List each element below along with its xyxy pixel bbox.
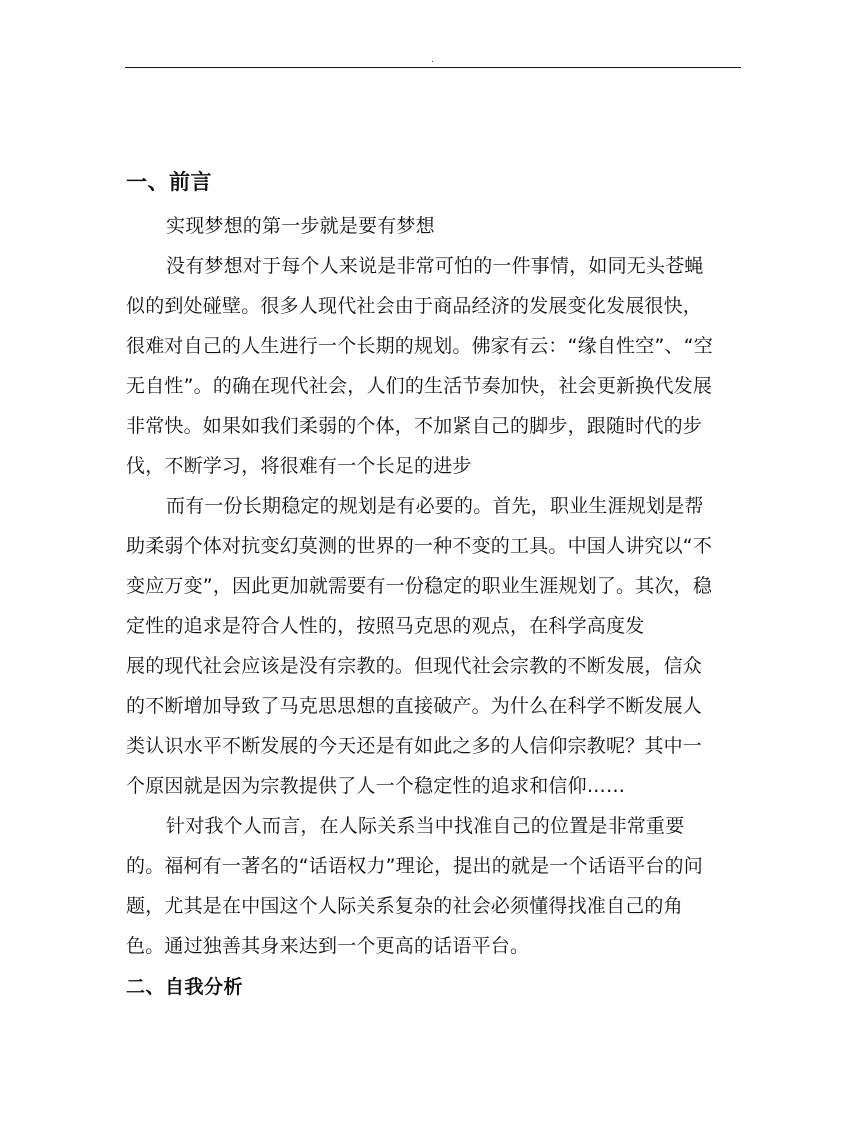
paragraph-line: 变应万变”，因此更加就需要有一份稳定的职业生涯规划了。其次，稳 [126,575,713,597]
paragraph-line: 而有一份长期稳定的规划是有必要的。首先，职业生涯规划是帮 [166,495,704,517]
paragraph-line: 展的现代社会应该是没有宗教的。但现代社会宗教的不断发展，信众 [126,655,703,677]
paragraph-line: 针对我个人而言，在人际关系当中找准自己的位置是非常重要 [166,815,685,837]
paragraph-line: 类认识水平不断发展的今天还是有如此之多的人信仰宗教呢？其中一 [126,735,703,757]
paragraph-line: 色。通过独善其身来达到一个更高的话语平台。 [126,935,530,957]
paragraph-line: 助柔弱个体对抗变幻莫测的世界的一种不变的工具。中国人讲究以“不 [126,535,713,557]
header-dot: . [431,55,434,65]
paragraph-line: 的。福柯有一著名的“话语权力”理论，提出的就是一个话语平台的问 [126,855,703,877]
section-title-analysis: 二、自我分析 [126,976,244,998]
paragraph-line: 非常快。如果如我们柔弱的个体，不加紧自己的脚步，跟随时代的步 [126,415,703,437]
paragraph-line: 伐，不断学习，将很难有一个长足的进步 [126,455,472,477]
intro-body [126,206,736,966]
paragraph-line: 实现梦想的第一步就是要有梦想 [166,215,435,237]
header-rule [125,67,741,68]
paragraph-line: 的不断增加导致了马克思思想的直接破产。为什么在科学不断发展人 [126,695,703,717]
paragraph-line: 很难对自己的人生进行一个长期的规划。佛家有云：“缘自性空”、“空 [126,335,713,357]
paragraph-line: 定性的追求是符合人性的，按照马克思的观点，在科学高度发 [126,615,645,637]
document-body [126,158,736,1006]
paragraph-line: 个原因就是因为宗教提供了人一个稳定性的追求和信仰…… [126,775,626,797]
section-title-intro: 一、前言 [126,170,212,194]
paragraph-line: 无自性”。的确在现代社会，人们的生活节奏加快，社会更新换代发展 [126,375,713,397]
paragraph-line: 题，尤其是在中国这个人际关系复杂的社会必须懂得找准自己的角 [126,895,683,917]
paragraph-line: 似的到处碰壁。很多人现代社会由于商品经济的发展变化发展很快， [126,295,703,317]
paragraph-line: 没有梦想对于每个人来说是非常可怕的一件事情，如同无头苍蝇 [166,255,704,277]
